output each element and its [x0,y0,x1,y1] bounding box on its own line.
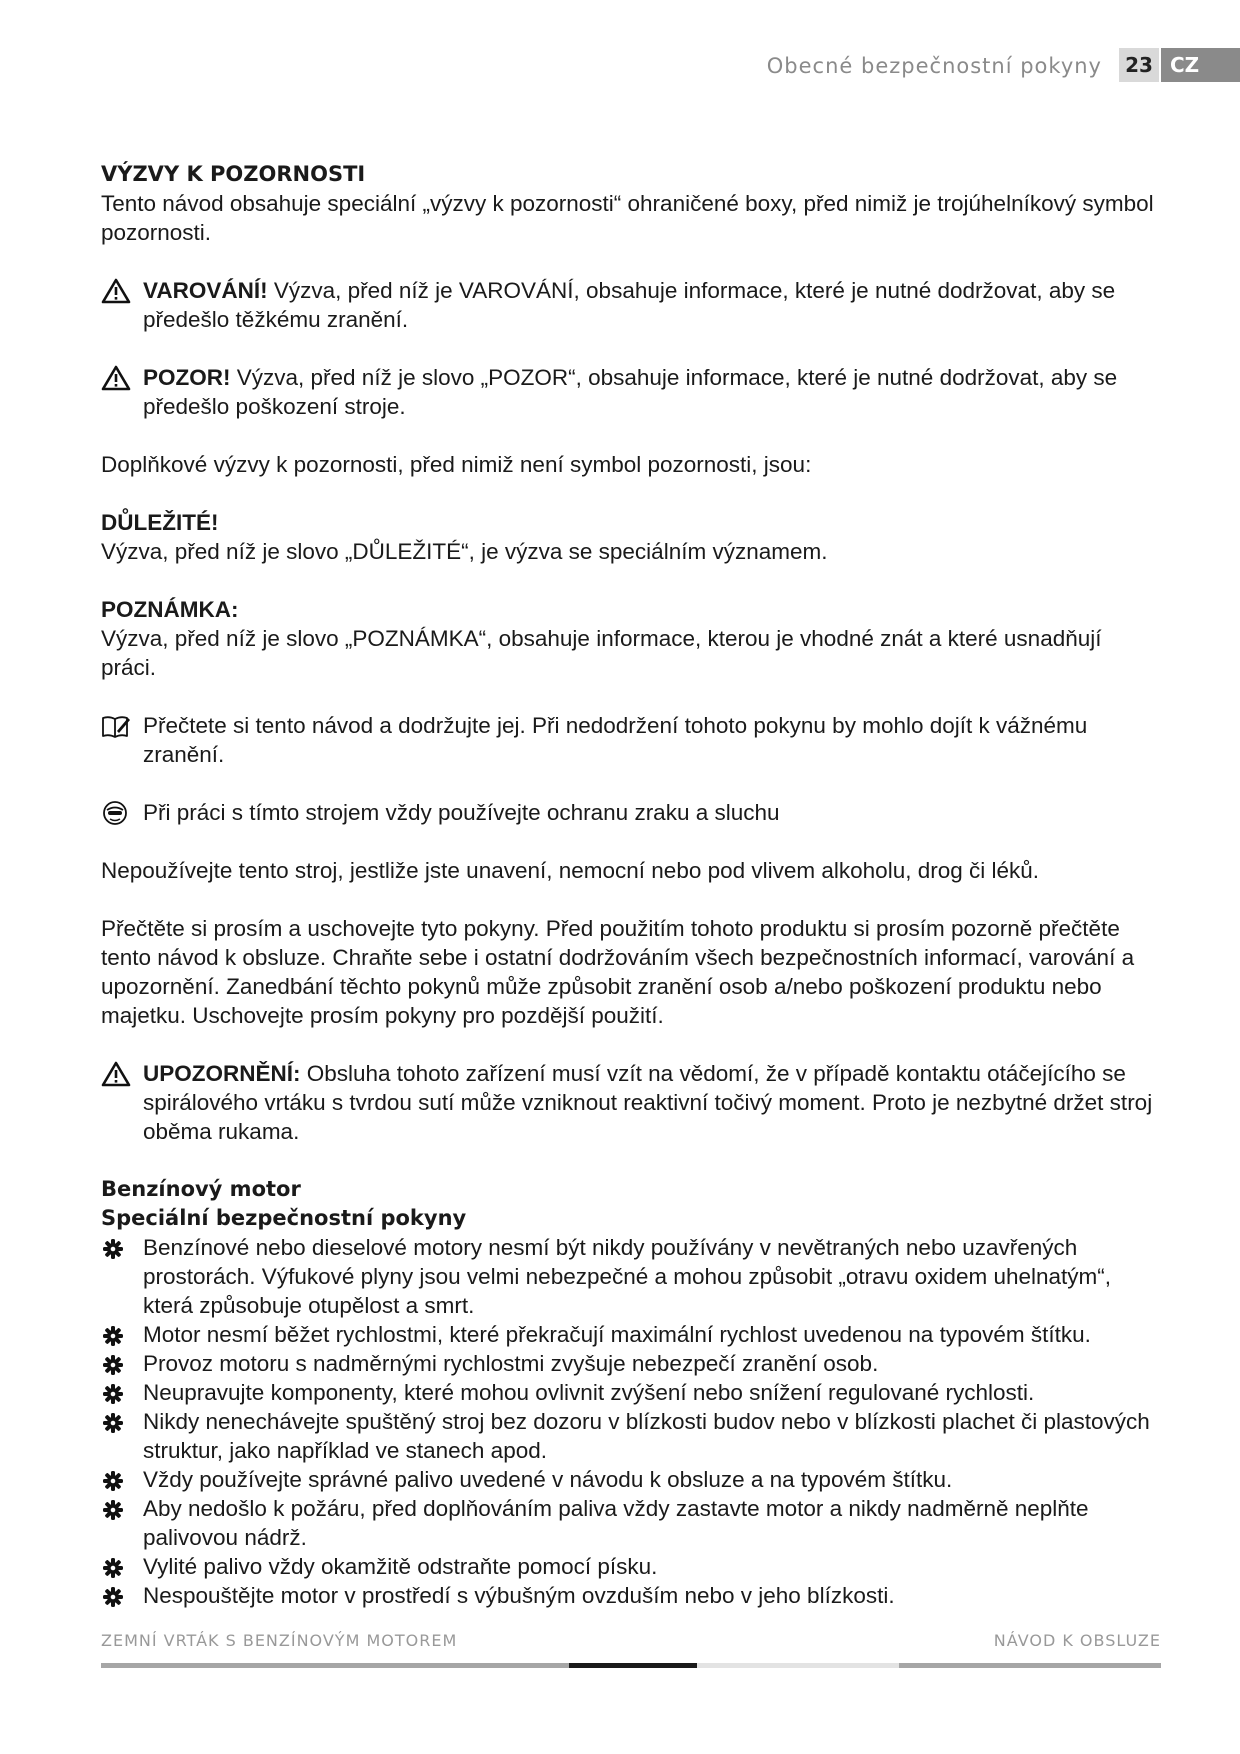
ear-eye-protection-icon [101,800,131,826]
warning-triangle-icon [101,365,131,391]
list-item: Aby nedošlo k požáru, před doplňováním paliva vždy zastavte motor a nikdy nadměrně neplňte palivovou nádrž. [101,1494,1161,1552]
footer-manual: NÁVOD K OBSLUZE [993,1631,1161,1650]
read-manual-text: Přečtete si tento návod a dodržujte jej. Při nedodržení tohoto pokynu by mohlo dojít k vážnému zranění. [143,713,1088,767]
additional-notices: Doplňkové výzvy k pozornosti, před nimiž není symbol pozornosti, jsou: [101,452,812,477]
gear-bullet-icon [102,1354,124,1376]
footer-bar-grey [101,1663,569,1668]
list-item: Nikdy nenechávejte spuštěný stroj bez dozoru v blízkosti budov nebo v blízkosti plachet či plastových struktur, jako například ve stanech apod. [101,1407,1161,1465]
gear-bullet-icon [102,1499,124,1521]
attention-intro: Tento návod obsahuje speciální „výzvy k pozornosti“ ohraničené boxy, před nimiž je trojúhelníkový symbol pozornosti. [101,191,1154,245]
list-item: Motor nesmí běžet rychlostmi, které překračují maximální rychlost uvedenou na typovém štítku. [101,1320,1161,1349]
footer-bar-grey-right [899,1663,1161,1668]
language-tab: CZ [1161,48,1240,82]
caution-notice [101,363,1161,421]
footer-product: ZEMNÍ VRTÁK S BENZÍNOVÝM MOTOREM [101,1631,458,1650]
page-number: 23 [1119,48,1159,82]
gear-bullet-icon [102,1412,124,1434]
list-item: Nespouštějte motor v prostředí s výbušným ovzduším nebo v jeho blízkosti. [101,1581,1161,1610]
page-content [101,160,1161,1610]
list-item: Vylité palivo vždy okamžitě odstraňte pomocí písku. [101,1552,1161,1581]
footer-bar-light [697,1663,899,1668]
list-item: Vždy používejte správné palivo uvedené v návodu k obsluze a na typovém štítku. [101,1465,1161,1494]
header-title: Obecné bezpečnostní pokyny [766,54,1102,78]
caution-text: Výzva, před níž je slovo „POZOR“, obsahuje informace, které je nutné dodržovat, aby se předešlo poškození stroje. [143,365,1118,419]
note-text: Výzva, před níž je slovo „POZNÁMKA“, obsahuje informace, kterou je vhodné znát a které usnadňují práci. [101,626,1102,680]
page-footer [101,1631,1161,1675]
list-item: Provoz motoru s nadměrnými rychlostmi zvyšuje nebezpečí zranění osob. [101,1349,1161,1378]
list-item: Benzínové nebo dieselové motory nesmí být nikdy používány v nevětraných nebo uzavřených prostorách. Výfukové plyny jsou velmi nebezpečné a mohou způsobit „otravu oxidem uhelnatým“, která způsobuje otupělost a smrt. [101,1233,1161,1320]
no-fatigue-text: Nepoužívejte tento stroj, jestliže jste unavení, nemocní nebo pod vlivem alkoholu, drog či léků. [101,858,1040,883]
gear-bullet-icon [102,1586,124,1608]
read-manual-notice [101,711,1161,769]
engine-safety-list [101,1233,1161,1610]
engine-heading: Benzínový motor [101,1177,301,1201]
gear-bullet-icon [102,1470,124,1492]
warning-notice [101,276,1161,334]
gear-bullet-icon [102,1557,124,1579]
list-item: Neupravujte komponenty, které mohou ovlivnit zvýšení nebo snížení regulované rychlosti. [101,1378,1161,1407]
important-text: Výzva, před níž je slovo „DŮLEŽITÉ“, je výzva se speciálním významem. [101,539,828,564]
gear-bullet-icon [102,1238,124,1260]
note-label: POZNÁMKA: [101,597,239,622]
protection-text: Při práci s tímto strojem vždy používejte ochranu zraku a sluchu [143,800,780,825]
book-icon [101,713,131,739]
warning-label: VAROVÁNÍ! [143,278,268,303]
engine-subheading: Speciální bezpečnostní pokyny [101,1206,467,1230]
notice-text: Obsluha tohoto zařízení musí vzít na vědomí, že v případě kontaktu otáčejícího se spirálového vrtáku s tvrdou sutí může vzniknout reaktivní točivý moment. Proto je nezbytné držet stroj oběma rukama. [143,1061,1153,1144]
footer-bar-dark [569,1663,697,1668]
caution-label: POZOR! [143,365,231,390]
warning-text: Výzva, před níž je VAROVÁNÍ, obsahuje informace, které je nutné dodržovat, aby se předešlo těžkému zranění. [143,278,1116,332]
gear-bullet-icon [102,1383,124,1405]
protection-notice [101,798,1161,827]
notice-block [101,1059,1161,1146]
warning-triangle-icon [101,1061,131,1087]
notice-label: UPOZORNĚNÍ: [143,1061,301,1086]
attention-heading: VÝZVY K POZORNOSTI [101,162,366,186]
keep-instructions-text: Přečtěte si prosím a uschovejte tyto pokyny. Před použitím tohoto produktu si prosím pozorně přečtěte tento návod k obsluze. Chraňte sebe i ostatní dodržováním všech bezpečnostních informací, varování a upozornění. Zanedbání těchto pokynů může způsobit zranění osob a/nebo poškození produktu nebo majetku. Uschovejte prosím pokyny pro pozdější použití. [101,916,1135,1028]
gear-bullet-icon [102,1325,124,1347]
warning-triangle-icon [101,278,131,304]
important-label: DŮLEŽITÉ! [101,510,219,535]
